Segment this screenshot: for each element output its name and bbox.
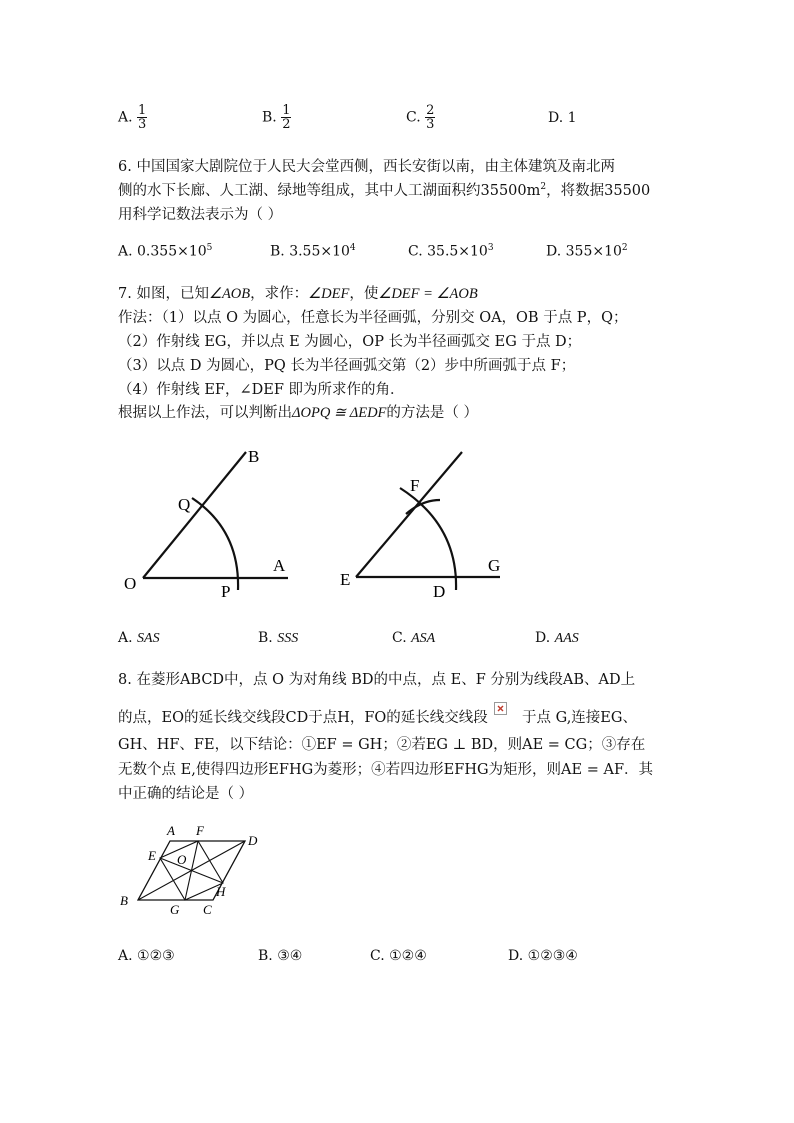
label-d: D xyxy=(248,833,258,848)
q5-option-c-fraction: $\frac{2}{3}$ xyxy=(426,103,435,132)
q8-line-5: 中正确的结论是（ ） xyxy=(118,786,254,802)
label-g: G xyxy=(488,556,501,575)
q8-line-1: 8. 在菱形ABCD中，点 O 为对角线 BD的中点，点 E、F 分别为线段AB、AD上 xyxy=(118,672,636,688)
q5-option-c: C. $\frac{2}{3}$ xyxy=(406,103,435,132)
q5-option-a: A. $\frac{1}{3}$ xyxy=(118,103,147,132)
q7-step-4: （4）作射线 EF，∠DEF 即为所求作的角． xyxy=(118,382,405,398)
q6-option-b: B. $3.55\times 10^4$ xyxy=(270,243,356,260)
q7-option-d: D. AAS xyxy=(535,630,579,646)
q6-option-a: A. $0.355\times 10^5$ xyxy=(118,243,213,260)
label-e: E xyxy=(340,570,351,589)
q8-option-c: C. ①②④ xyxy=(370,948,427,964)
arc-pq xyxy=(192,498,238,590)
q7-option-b: B. SSS xyxy=(258,630,299,646)
label-o: O xyxy=(177,852,187,867)
q8-option-a: A. ①②③ xyxy=(118,948,175,964)
q7-stem: 7. 如图，已知∠AOB，求作：∠DEF，使∠DEF = ∠AOB xyxy=(118,286,478,302)
q6-line-2: 侧的水下长廊、人工湖、绿地等组成，其中人工湖面积约$35500m^2$，将数据35500 xyxy=(118,182,651,199)
label-a: A xyxy=(167,823,175,838)
segment-fg xyxy=(185,841,198,900)
q7-figure-angle-def xyxy=(330,440,530,610)
label-a: A xyxy=(273,556,286,575)
label-f: F xyxy=(410,476,420,495)
q8-line-2: 的点，EO的延长线交线段CD于点H，FO的延长线交线段 于点 G,连接EG、 xyxy=(118,706,637,727)
label-p: P xyxy=(221,582,231,601)
q5-option-a-fraction: $\frac{1}{3}$ xyxy=(138,103,147,132)
q6-option-d: D. $355\times 10^2$ xyxy=(546,243,628,260)
q8-line-3: GH、HF、FE，以下结论：①EF = GH；②若EG ⊥ BD，则AE = CG；③存在 xyxy=(118,737,646,753)
broken-image-icon xyxy=(494,702,507,715)
label-o: O xyxy=(124,574,137,593)
q7-figure-angle-aob xyxy=(110,440,310,610)
label-b: B xyxy=(120,893,128,908)
label-f: F xyxy=(196,823,204,838)
q8-option-b: B. ③④ xyxy=(258,948,303,964)
arc-fd xyxy=(400,488,456,590)
q7-option-a: A. SAS xyxy=(118,630,160,646)
label-d: D xyxy=(433,582,446,601)
q7-step-3: （3）以点 D 为圆心，PQ 长为半径画弧交第（2）步中所画弧于点 F； xyxy=(118,358,576,374)
q6-option-c: C. $35.5\times 10^3$ xyxy=(408,243,494,260)
q7-option-c: C. ASA xyxy=(392,630,436,646)
q7-question: 根据以上作法，可以判断出ΔOPQ ≅ ΔEDF的方法是（ ） xyxy=(118,405,479,421)
q8-figure-rhombus xyxy=(110,818,270,923)
label-e: E xyxy=(148,848,156,863)
ray-ef xyxy=(356,452,462,577)
q8-line-4: 无数个点 E,使得四边形EFHG为菱形；④若四边形EFHG为矩形，则AE = AF．其 xyxy=(118,762,654,778)
label-g: G xyxy=(170,902,180,917)
label-h: H xyxy=(216,884,226,899)
q7-step-1: 作法：（1）以点 O 为圆心，任意长为半径画弧，分别交 OA，OB 于点 P，Q； xyxy=(118,310,628,326)
q5-option-b: B. $\frac{1}{2}$ xyxy=(262,103,291,132)
label-b: B xyxy=(248,447,260,466)
label-q: Q xyxy=(178,495,191,514)
q5-option-b-fraction: $\frac{1}{2}$ xyxy=(282,103,291,132)
q7-step-2: （2）作射线 EG，并以点 E 为圆心，OP 长为半径画弧交 EG 于点 D； xyxy=(118,334,582,350)
label-c: C xyxy=(203,902,212,917)
q6-line-3: 用科学记数法表示为（ ） xyxy=(118,207,283,223)
q8-option-d: D. ①②③④ xyxy=(508,948,578,964)
q5-option-d: D. 1 xyxy=(548,110,577,126)
ray-ob xyxy=(143,452,246,578)
q6-line-1: 6. 中国国家大剧院位于人民大会堂西侧，西长安街以南，由主体建筑及南北两 xyxy=(118,159,615,175)
